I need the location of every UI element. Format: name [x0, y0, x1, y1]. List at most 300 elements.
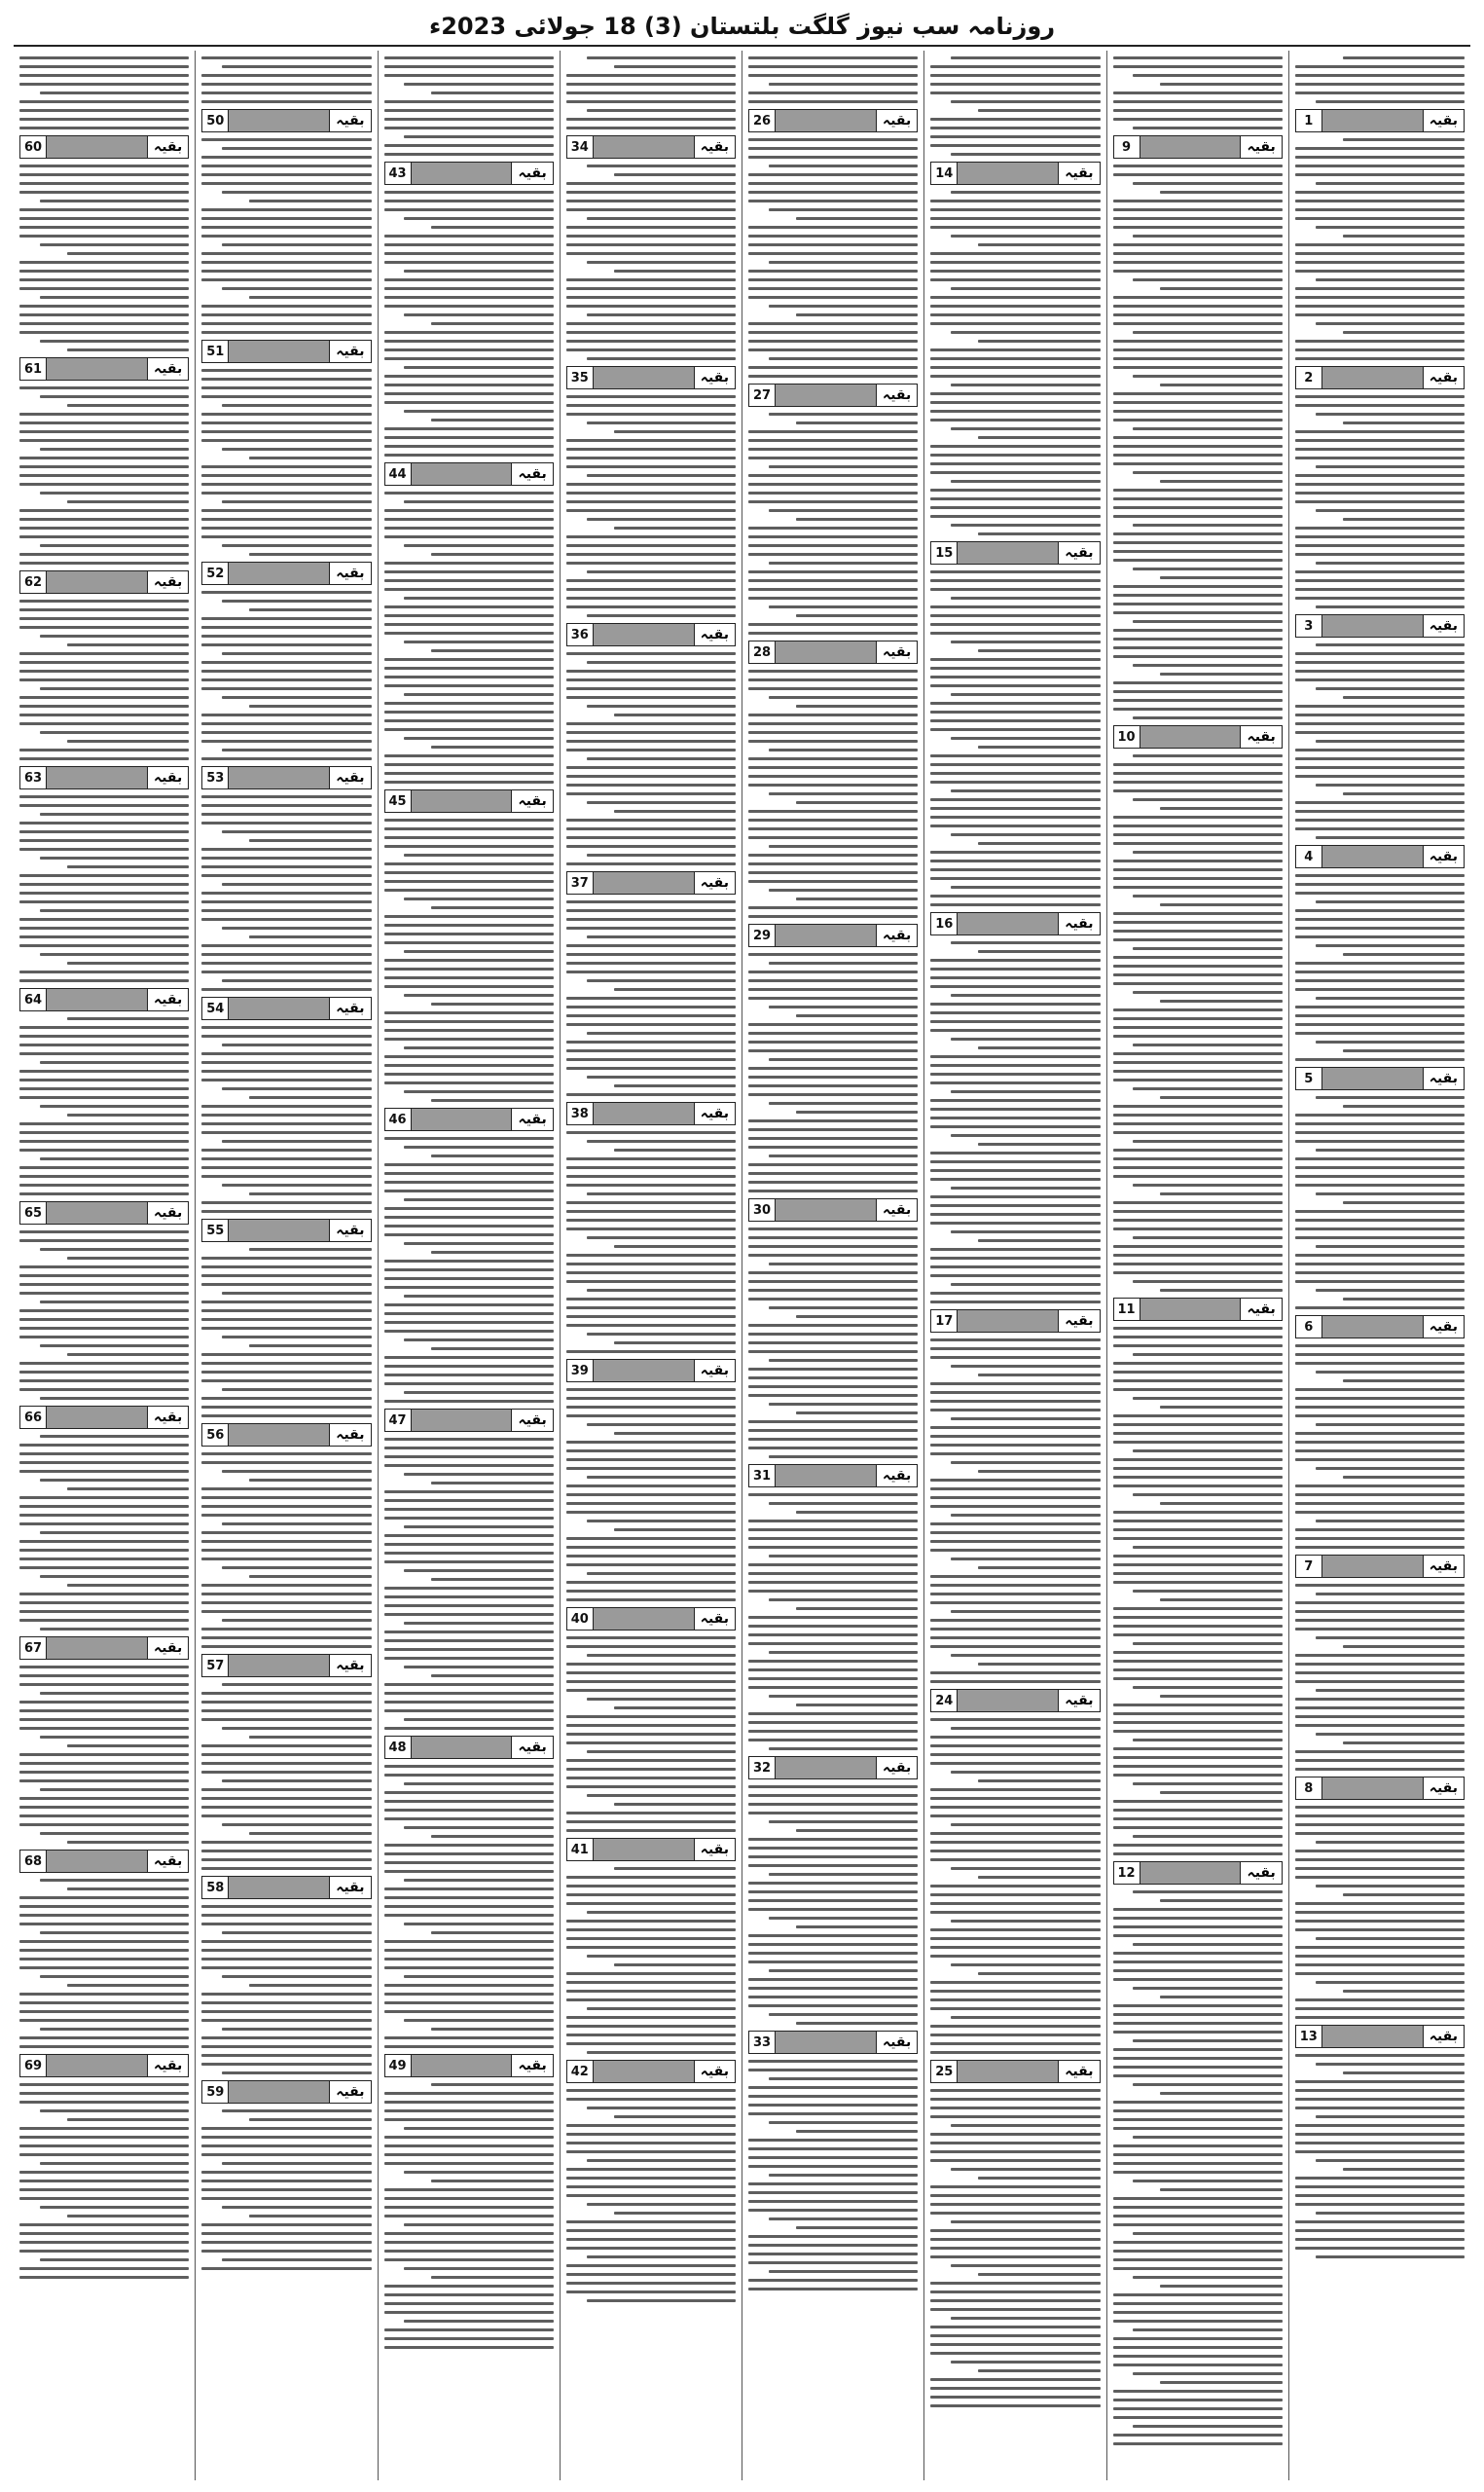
continued-story-tag [19, 135, 189, 159]
continued-label: بقیہ [876, 385, 917, 406]
text-line [19, 892, 189, 895]
text-line [404, 1879, 553, 1882]
text-line [201, 1923, 371, 1925]
story-number: 35 [567, 367, 594, 388]
text-line [1113, 489, 1283, 492]
text-line [1113, 1070, 1283, 1073]
text-line [384, 2241, 554, 2244]
text-line [1160, 83, 1282, 86]
text-line [930, 1832, 1100, 1835]
continued-story-tag [201, 1219, 371, 1242]
continued-label: بقیہ [147, 1407, 188, 1428]
text-line [1113, 65, 1283, 68]
text-line [384, 1321, 554, 1324]
text-line [1295, 1032, 1465, 1035]
text-line [566, 118, 736, 121]
text-line [978, 950, 1100, 953]
text-line [1113, 419, 1283, 421]
text-line [566, 792, 736, 795]
text-line [1113, 825, 1283, 827]
text-line [19, 1806, 189, 1809]
text-line [1295, 1768, 1465, 1771]
text-line [1113, 1704, 1283, 1706]
text-line [566, 696, 736, 699]
tag-bar [594, 872, 694, 894]
text-line [587, 1423, 736, 1426]
text-line [19, 2267, 189, 2270]
text-line [1316, 1041, 1465, 1044]
tag-bar [229, 998, 329, 1019]
text-line [748, 1333, 918, 1336]
text-line [384, 570, 554, 573]
text-line [748, 1668, 918, 1671]
text-line [1160, 1791, 1282, 1794]
text-line [431, 1835, 553, 1838]
text-line [978, 436, 1100, 439]
text-line [384, 1817, 554, 1820]
text-line [566, 1502, 736, 1505]
text-line [384, 331, 554, 334]
text-line [384, 1595, 554, 1598]
text-line [1113, 348, 1283, 351]
text-line [201, 1744, 371, 1747]
text-line [1113, 92, 1283, 94]
text-line [1113, 2074, 1283, 2077]
text-line [566, 918, 736, 921]
text-line [201, 918, 371, 921]
text-line [201, 439, 371, 442]
text-line [1295, 535, 1465, 538]
text-line [201, 1867, 371, 1870]
text-line [930, 1858, 1100, 1861]
text-line [1113, 594, 1283, 597]
text-line [1113, 2118, 1283, 2121]
text-line [19, 1771, 189, 1774]
text-line [1113, 1371, 1283, 1374]
text-line [566, 322, 736, 325]
text-line [566, 127, 736, 129]
text-line [40, 857, 189, 860]
text-line [951, 235, 1100, 238]
text-line [201, 1079, 371, 1081]
story-number: 56 [202, 1424, 229, 1446]
text-line [19, 2101, 189, 2104]
text-line [930, 2212, 1100, 2215]
tag-bar [776, 925, 876, 946]
text-line [769, 1058, 918, 1061]
text-line [1113, 322, 1283, 325]
text-line [566, 1546, 736, 1549]
text-line [930, 1911, 1100, 1914]
text-line [1113, 200, 1283, 202]
continued-story-tag [930, 1689, 1100, 1712]
text-line [748, 836, 918, 839]
continued-story-tag [201, 766, 371, 789]
text-line [201, 1052, 371, 1055]
text-line [566, 83, 736, 86]
text-line [566, 1397, 736, 1400]
tag-bar [229, 341, 329, 362]
text-line [930, 1744, 1100, 1747]
text-line [748, 2004, 918, 2007]
text-line [748, 1493, 918, 1496]
text-line [384, 2036, 554, 2039]
text-line [614, 1867, 736, 1870]
text-line [587, 570, 736, 573]
text-line [1295, 1628, 1465, 1631]
text-line [1295, 979, 1465, 982]
continued-story-tag [748, 641, 918, 664]
text-line [384, 2136, 554, 2139]
text-line [587, 1140, 736, 1143]
text-line [1295, 1680, 1465, 1683]
text-line [1295, 544, 1465, 547]
text-line [1113, 252, 1283, 255]
text-line [930, 579, 1100, 582]
text-line [1113, 1476, 1283, 1479]
text-line [1133, 331, 1282, 334]
text-line [222, 749, 371, 751]
text-line [566, 775, 736, 778]
text-line [796, 1607, 918, 1610]
text-line [67, 252, 189, 255]
text-line [384, 2337, 554, 2340]
text-line [1113, 1616, 1283, 1619]
text-line [769, 465, 918, 468]
text-line [222, 883, 371, 886]
continued-story-tag [384, 1108, 554, 1131]
text-line [748, 597, 918, 600]
text-line [201, 722, 371, 725]
text-line [566, 74, 736, 77]
text-line [1295, 1528, 1465, 1531]
continued-story-tag [1295, 109, 1465, 132]
text-line [384, 1887, 554, 1890]
text-line [384, 2162, 554, 2165]
text-line [431, 1674, 553, 1677]
text-line [930, 658, 1100, 661]
text-line [930, 83, 1100, 86]
text-line [1113, 1572, 1283, 1575]
text-line [19, 1558, 189, 1560]
continued-label: بقیہ [329, 1424, 370, 1446]
text-line [201, 1701, 371, 1704]
text-line [1160, 1406, 1282, 1409]
text-line [1133, 2039, 1282, 2042]
text-line [930, 1257, 1100, 1260]
text-line [748, 1128, 918, 1131]
tag-bar [1322, 1316, 1423, 1338]
text-line [1160, 2285, 1282, 2288]
tag-bar [412, 2055, 512, 2076]
text-line [1113, 109, 1283, 112]
text-line [748, 448, 918, 451]
text-line [249, 1736, 371, 1739]
text-line [930, 1213, 1100, 1216]
text-line [384, 340, 554, 343]
tag-bar [958, 542, 1058, 564]
text-line [384, 1447, 554, 1449]
text-line [930, 1248, 1100, 1251]
text-line [1316, 100, 1465, 103]
text-line [222, 1522, 371, 1525]
text-line [19, 1388, 189, 1391]
text-line [1295, 757, 1465, 760]
text-line [1160, 1695, 1282, 1698]
text-line [1160, 1502, 1282, 1505]
text-line [249, 1575, 371, 1578]
text-line [614, 988, 736, 991]
text-line [1113, 965, 1283, 968]
text-line [748, 1934, 918, 1937]
text-line [384, 754, 554, 757]
text-line [19, 56, 189, 59]
text-line [1295, 1006, 1465, 1008]
text-line [201, 1858, 371, 1861]
text-line [19, 313, 189, 316]
text-line [930, 375, 1100, 378]
text-line [1113, 1035, 1283, 1038]
text-line [1113, 1423, 1283, 1426]
text-line [1113, 1925, 1283, 1928]
text-line [951, 191, 1100, 194]
text-line [614, 2115, 736, 2118]
tag-bar [958, 913, 1058, 934]
text-line [930, 1762, 1100, 1765]
continued-story-tag [930, 2060, 1100, 2083]
text-line [19, 617, 189, 620]
story-number: 13 [1296, 2026, 1322, 2047]
text-line [384, 968, 554, 971]
text-line [930, 684, 1100, 687]
text-line [222, 1727, 371, 1730]
text-line [1133, 74, 1282, 77]
text-line [930, 1426, 1100, 1429]
text-line [201, 1797, 371, 1800]
text-line [201, 1593, 371, 1595]
text-line [1113, 1756, 1283, 1759]
text-line [1113, 1852, 1283, 1855]
text-line [384, 2092, 554, 2095]
text-line [930, 2282, 1100, 2285]
text-line [748, 156, 918, 159]
continued-label: بقیہ [329, 1220, 370, 1241]
text-line [19, 1727, 189, 1730]
text-line [930, 868, 1100, 871]
text-line [1295, 1911, 1465, 1914]
text-line [384, 1560, 554, 1563]
tag-bar [229, 767, 329, 788]
story-number: 43 [385, 163, 412, 184]
text-line [930, 2326, 1100, 2328]
text-line [1295, 1023, 1465, 1026]
continued-label: بقیہ [876, 1199, 917, 1221]
text-line [1113, 226, 1283, 229]
text-line [566, 465, 736, 468]
text-line [1295, 775, 1465, 778]
text-line [566, 1210, 736, 1213]
text-line [249, 2118, 371, 2121]
text-line [201, 252, 371, 255]
story-number: 55 [202, 1220, 229, 1241]
tag-bar [1140, 136, 1241, 158]
text-line [796, 421, 918, 424]
text-line [978, 649, 1100, 652]
continued-story-tag [930, 912, 1100, 935]
text-line [1295, 1406, 1465, 1409]
text-line [19, 2188, 189, 2191]
text-line [249, 608, 371, 611]
continued-story-tag [19, 1850, 189, 1873]
text-line [748, 2156, 918, 2159]
text-line [201, 813, 371, 816]
continued-label: بقیہ [329, 341, 370, 362]
text-line [1295, 2185, 1465, 2188]
text-line [201, 1966, 371, 1969]
text-line [19, 173, 189, 176]
text-line [587, 1333, 736, 1336]
text-line [222, 1619, 371, 1622]
text-line [930, 605, 1100, 608]
text-line [201, 92, 371, 94]
text-line [1295, 1344, 1465, 1347]
text-line [1133, 620, 1282, 623]
text-line [1113, 1166, 1283, 1169]
text-line [40, 2206, 189, 2209]
text-line [978, 1374, 1100, 1376]
text-line [67, 1114, 189, 1117]
text-line [930, 1099, 1100, 1102]
text-line [40, 243, 189, 246]
text-line [1133, 524, 1282, 527]
text-line [566, 226, 736, 229]
text-line [748, 854, 918, 857]
text-line [384, 535, 554, 538]
text-line [1295, 1759, 1465, 1762]
story-number: 29 [749, 925, 776, 946]
text-line [566, 927, 736, 930]
text-line [566, 348, 736, 351]
text-line [384, 1870, 554, 1873]
text-line [19, 1379, 189, 1382]
text-line [614, 1528, 736, 1531]
text-line [748, 1119, 918, 1122]
text-line [201, 900, 371, 903]
text-line [431, 1578, 553, 1581]
text-line [67, 1584, 189, 1587]
text-line [748, 1803, 918, 1806]
text-line [384, 1268, 554, 1271]
text-line [930, 2034, 1100, 2036]
text-line [384, 959, 554, 962]
text-line [566, 1067, 736, 1070]
text-line [930, 1117, 1100, 1119]
text-line [769, 2174, 918, 2177]
text-line [748, 862, 918, 865]
text-line [587, 217, 736, 220]
text-line [201, 1114, 371, 1117]
text-line [19, 608, 189, 611]
text-line [796, 2022, 918, 2025]
continued-story-tag [748, 1464, 918, 1487]
text-line [748, 2086, 918, 2089]
text-line [566, 1315, 736, 1318]
text-line [201, 2036, 371, 2039]
continued-story-tag [384, 1736, 554, 1759]
text-line [40, 1628, 189, 1631]
continued-story-tag [19, 1636, 189, 1660]
text-line [769, 792, 918, 795]
text-line [769, 413, 918, 416]
story-number: 8 [1296, 1777, 1322, 1799]
text-line [1113, 497, 1283, 500]
text-line [384, 1692, 554, 1695]
text-line [748, 1447, 918, 1449]
text-line [748, 906, 918, 909]
text-line [748, 1908, 918, 1911]
text-line [978, 1566, 1100, 1569]
text-line [1295, 173, 1465, 176]
text-line [1133, 664, 1282, 667]
text-line [404, 1826, 553, 1829]
text-line [19, 935, 189, 938]
text-line [1113, 1765, 1283, 1768]
continued-label: بقیہ [1240, 1862, 1281, 1884]
text-line [566, 836, 736, 839]
text-line [384, 1587, 554, 1590]
tag-bar [47, 358, 147, 380]
text-line [1295, 1584, 1465, 1587]
text-line [222, 2162, 371, 2165]
tag-bar [1322, 1556, 1423, 1577]
text-line [40, 448, 189, 451]
text-line [40, 1301, 189, 1303]
text-line [1160, 576, 1282, 579]
text-line [1316, 1593, 1465, 1595]
story-number: 9 [1114, 136, 1140, 158]
text-line [769, 696, 918, 699]
text-line [201, 1636, 371, 1639]
text-line [1133, 1449, 1282, 1452]
text-line [1133, 2372, 1282, 2375]
text-line [19, 465, 189, 468]
continued-story-tag [19, 766, 189, 789]
text-line [201, 1814, 371, 1817]
text-line [930, 1274, 1100, 1277]
text-line [384, 702, 554, 705]
text-line [201, 217, 371, 220]
text-line [614, 1963, 736, 1966]
text-line [384, 658, 554, 661]
continued-story-tag [1113, 1298, 1283, 1321]
text-line [1160, 1996, 1282, 1998]
continued-story-tag [384, 1409, 554, 1432]
text-line [201, 421, 371, 424]
story-number: 67 [20, 1637, 47, 1659]
text-line [1113, 305, 1283, 308]
text-line [1133, 1590, 1282, 1593]
tag-bar [776, 385, 876, 406]
text-line [201, 617, 371, 620]
text-line [930, 588, 1100, 591]
text-line [1295, 165, 1465, 167]
text-line [930, 1003, 1100, 1006]
text-line [1113, 243, 1283, 246]
text-line [566, 819, 736, 822]
text-line [930, 252, 1100, 255]
text-line [1113, 2004, 1283, 2007]
text-line [1133, 278, 1282, 281]
